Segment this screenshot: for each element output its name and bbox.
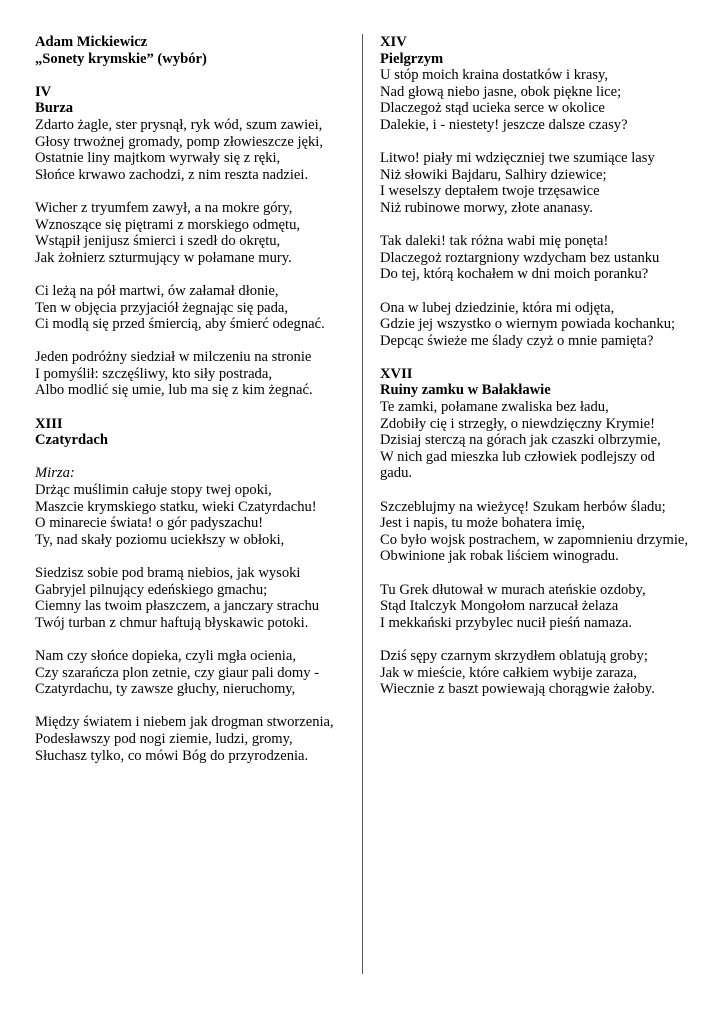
stanza [380,67,700,133]
verse-line: Depcąc świeże me ślady czyż o mnie pamięta? [380,332,654,349]
verse-line: Między światem i niebem jak drogman stworzenia, [35,714,334,731]
verse-line: Szczeblujmy na wieżycę! Szukam herbów śladu; [380,498,666,515]
stanza [35,565,345,631]
verse-line: Ona w lubej dziedzinie, która mi odjęta, [380,299,615,316]
verse-line: Niż rubinowe morwy, złote ananasy. [380,199,593,216]
stanza [35,117,345,183]
verse-line: Niż słowiki Bajdaru, Salhiry dziewice; [380,166,607,183]
sonnet-numeral: IV [35,83,52,100]
verse-line: Nam czy słońce dopieka, czyli mgła ocienia, [35,647,296,664]
sonnet-title: Ruiny zamku w Bałakławie [380,382,551,399]
stanza [380,582,700,632]
stanza [380,150,700,216]
verse-line: Słuchasz tylko, co mówi Bóg do przyrodzenia. [35,747,309,764]
verse-line: Twój turban z chmur haftują błyskawic potoki. [35,614,309,631]
verse-line: Czy szarańcza plon zetnie, czy giaur pali domy - [35,664,320,681]
sonnet-xiv [380,34,700,349]
stanza [380,399,700,482]
verse-line: Wznoszące się piętrami z morskiego odmętu, [35,216,301,233]
sonnet-xvii [380,366,700,698]
verse-line: Dlaczegoż stąd ucieka serce w okolice [380,100,605,117]
verse-line: Ciemny las twoim płaszczem, a janczary strachu [35,598,320,615]
verse-line: Nad głową niebo jasne, obok piękne lice; [380,83,622,100]
verse-line: Jak w mieście, które całkiem wybije zaraza, [380,664,637,681]
verse-line: I pomyślił: szczęśliwy, kto siły postrada, [35,365,272,382]
verse-line: Co było wojsk postrachem, w zapomnieniu drzymie, [380,531,689,548]
verse-line: Dlaczegoż roztargniony wzdycham bez ustanku [380,249,660,266]
sonnet-xiii [35,416,345,764]
left-column [35,34,345,764]
sonnet-numeral: XIII [35,415,63,432]
stanza [380,648,700,698]
verse-line: Głosy trwożnej gromady, pomp złowieszcze jęki, [35,133,324,150]
verse-line: U stóp moich kraina dostatków i krasy, [380,67,609,84]
verse-line: Siedzisz sobie pod bramą niebios, jak wysoki [35,565,301,581]
right-column [380,34,700,698]
verse-line: Ty, nad skały poziomu uciekłszy w obłoki, [35,531,285,548]
sonnet-title: Czatyrdach [35,432,108,449]
author-name: Adam Mickiewicz [35,34,148,50]
verse-line: I mekkański przybylec nucił pieśń namaza. [380,614,633,631]
verse-line: Słońce krwawo zachodzi, z nim reszta nadziei. [35,166,309,183]
verse-line: Wstąpił jenijusz śmierci i szedł do okrętu, [35,233,281,250]
sonnet-numeral: XVII [380,365,413,382]
verse-line: Wiecznie z baszt powiewają chorągwie żałoby. [380,681,655,698]
stanza [380,499,700,565]
verse-line: Zdarto żagle, ster prysnął, ryk wód, szum zawiei, [35,116,323,133]
verse-line: Dalekie, i - niestety! jeszcze dalsze czasy? [380,116,628,133]
verse-line: Dziś sępy czarnym skrzydłem oblatują groby; [380,647,648,664]
verse-line: I weselszy deptałem twoje trzęsawice [380,183,600,200]
verse-line: Jeden podróżny siedział w milczeniu na stronie [35,349,312,366]
sonnet-numeral: XIV [380,34,407,50]
verse-line: Ci modlą się przed śmiercią, aby śmierć odegnać. [35,316,325,333]
verse-line: O minarecie świata! o gór padyszachu! [35,515,264,532]
verse-line: Czatyrdachu, ty zawsze głuchy, nieruchomy, [35,681,296,698]
sonnet-title: Pielgrzym [380,50,444,67]
stanza [35,349,345,399]
verse-line: Dzisiaj sterczą na górach jak czaszki olbrzymie, [380,432,661,449]
verse-line: Jest i napis, tu może bohatera imię, [380,515,586,532]
verse-line: Wicher z tryumfem zawył, a na mokre góry, [35,199,293,216]
stanza [35,482,345,548]
speaker-label: Mirza: [35,465,75,482]
verse-line: Jak żołnierz szturmujący w połamane mury. [35,249,292,266]
verse-line: Ci leżą na pół martwi, ów załamał dłonie, [35,282,279,299]
verse-line: Drżąc muślimin całuje stopy twej opoki, [35,482,272,499]
verse-line: Gdzie jej wszystko o wiernym powiada kochanku; [380,316,676,333]
verse-line: Gabryjel pilnujący edeńskiego gmachu; [35,581,268,598]
verse-line: Maszcie krymskiego statku, wieki Czatyrdachu! [35,498,317,515]
sonnet-title: Burza [35,100,74,117]
verse-line: Tak daleki! tak różna wabi mię ponęta! [380,233,609,250]
verse-line: Litwo! piały mi wdzięczniej twe szumiące lasy [380,150,655,167]
verse-line: Ten w objęcia przyjaciół żegnając się pada, [35,299,289,316]
sonnet-iv [35,84,345,399]
verse-line: Albo modlić się umie, lub ma się z kim żegnać. [35,382,313,399]
stanza [380,300,700,350]
verse-line: Ostatnie liny majtkom wyrwały się z ręki, [35,150,281,167]
collection-title: „Sonety krymskie” (wybór) [35,50,207,67]
verse-line: W nich gad mieszka lub człowiek podlejszy od [380,448,655,465]
stanza [35,283,345,333]
column-divider [362,34,363,974]
verse-line: Do tej, którą kochałem w dni moich poranku? [380,266,649,283]
stanza [35,714,345,764]
stanza [380,233,700,283]
verse-line: gadu. [380,465,413,482]
verse-line: Te zamki, połamane zwaliska bez ładu, [380,399,609,416]
verse-line: Stąd Italczyk Mongołom narzucał żelaza [380,598,619,615]
verse-line: Podesławszy pod nogi ziemie, ludzi, gromy, [35,730,293,747]
verse-line: Tu Grek dłutował w murach ateńskie ozdoby, [380,581,646,598]
stanza [35,648,345,698]
verse-line: Zdobiły cię i strzegły, o niewdzięczny Krymie! [380,415,656,432]
verse-line: Obwinione jak robak liściem winogradu. [380,548,619,565]
stanza [35,200,345,266]
